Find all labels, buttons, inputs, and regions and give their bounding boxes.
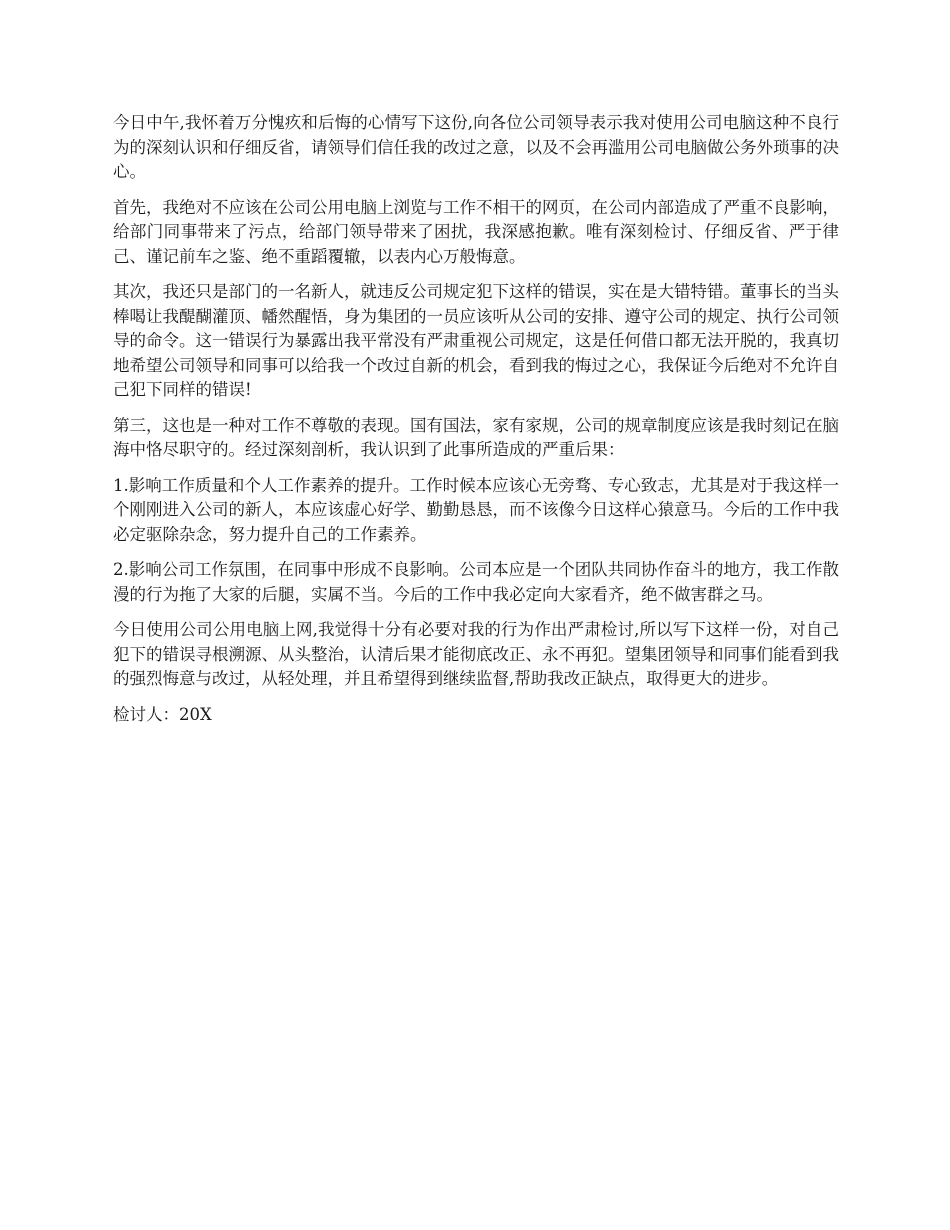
paragraph-first: 首先，我绝对不应该在公司公用电脑上浏览与工作不相干的网页，在公司内部造成了严重不良影响，给部门同事带来了污点，给部门领导带来了困扰，我深感抱歉。唯有深刻检讨、仔细反省、严于律己、谨记前车之鉴、绝不重蹈覆辙，以表内心万般悔意。 [113, 197, 839, 266]
paragraph-conclusion: 今日使用公司公用电脑上网,我觉得十分有必要对我的行为作出严肃检讨,所以写下这样一份，对自己犯下的错误寻根溯源、从头整治，认清后果才能彻底改正、永不再犯。望集团领导和同事们能看到我的强烈悔意与改过，从轻处理，并且希望得到继续监督,帮助我改正缺点，取得更大的进步。 [113, 620, 839, 688]
signature-line: 检讨人：20X [113, 704, 212, 724]
paragraph-point-1: 1.影响工作质量和个人工作素养的提升。工作时候本应该心无旁骛、专心致志，尤其是对于我这样一个刚刚进入公司的新人，本应该虚心好学、勤勤恳恳，而不该像今日这样心猿意马。今后的工作中我必定驱除杂念，努力提升自己的工作素养。 [113, 475, 839, 544]
paragraph-second: 其次，我还只是部门的一名新人，就违反公司规定犯下这样的错误，实在是大错特错。董事长的当头棒喝让我醍醐灌顶、幡然醒悟，身为集团的一员应该听从公司的安排、遵守公司的规定、执行公司领导的命令。这一错误行为暴露出我平常没有严肃重视公司规定，这是任何借口都无法开脱的，我真切地希望公司领导和同事可以给我一个改过自新的机会，看到我的悔过之心，我保证今后绝对不允许自己犯下同样的错误! [113, 282, 839, 399]
paragraph-intro: 今日中午,我怀着万分愧疚和后悔的心情写下这份,向各位公司领导表示我对使用公司电脑这种不良行为的深刻认识和仔细反省，请领导们信任我的改过之意，以及不会再滥用公司电脑做公务外琐事的决心。 [113, 113, 839, 181]
paragraph-point-2: 2.影响公司工作氛围，在同事中形成不良影响。公司本应是一个团队共同协作奋斗的地方，我工作散漫的行为拖了大家的后腿，实属不当。今后的工作中我必定向大家看齐，绝不做害群之马。 [113, 560, 839, 604]
paragraph-third: 第三，这也是一种对工作不尊敬的表现。国有国法，家有家规，公司的规章制度应该是我时刻记在脑海中恪尽职守的。经过深刻剖析，我认识到了此事所造成的严重后果： [113, 415, 839, 459]
document-body [113, 111, 839, 727]
